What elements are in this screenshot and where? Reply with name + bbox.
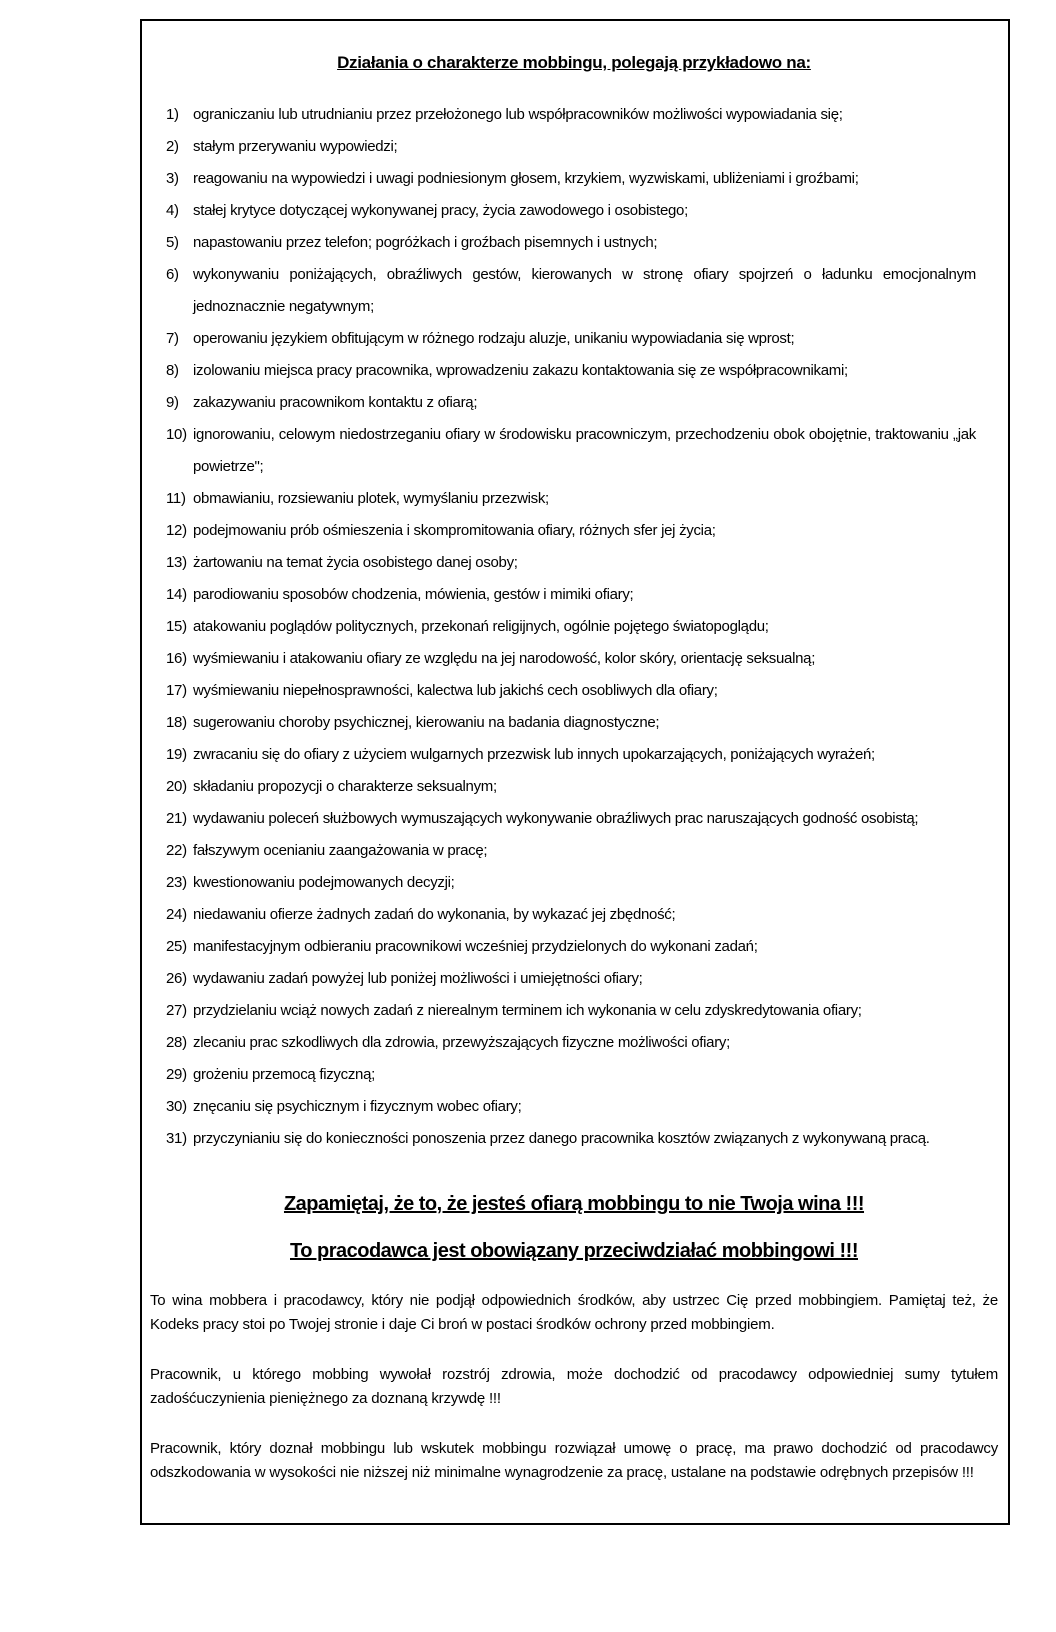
list-item	[166, 611, 976, 643]
list-item-text: podejmowaniu prób ośmieszenia i skompromitowania ofiary, różnych sfer jej życia;	[193, 522, 716, 539]
list-item-number: 28)	[166, 1034, 187, 1051]
emphasis-heading-employer-obligation: To pracodawca jest obowiązany przeciwdziałać mobbingowi !!!	[290, 1240, 858, 1262]
list-item-number: 18)	[166, 714, 187, 731]
list-item-number: 20)	[166, 778, 187, 795]
list-item-text: wyśmiewaniu i atakowaniu ofiary ze względu na jej narodowość, kolor skóry, orientację seksualną;	[193, 650, 816, 667]
list-item-text: operowaniu językiem obfitującym w różnego rodzaju aluzje, unikaniu wypowiadania się wprost;	[193, 330, 795, 347]
list-item-number: 14)	[166, 586, 187, 603]
list-item-text: przyczynianiu się do konieczności ponoszenia przez danego pracownika kosztów związanych z wykonywaną pracą.	[193, 1130, 930, 1147]
list-item	[166, 227, 976, 259]
list-item	[166, 771, 976, 803]
list-item-number: 21)	[166, 810, 187, 827]
list-item-text: niedawaniu ofierze żadnych zadań do wykonania, by wykazać jej zbędność;	[193, 906, 676, 923]
list-item-text: ignorowaniu, celowym niedostrzeganiu ofiary w środowisku pracowniczym, przechodzeniu obok obojętnie, traktowaniu „jak powietrze";	[193, 426, 976, 475]
list-item	[166, 963, 976, 995]
list-item-text: obmawianiu, rozsiewaniu plotek, wymyślaniu przezwisk;	[193, 490, 549, 507]
list-item-text: wyśmiewaniu niepełnosprawności, kalectwa lub jakichś cech osobliwych dla ofiary;	[193, 682, 718, 699]
list-item	[166, 643, 976, 675]
list-item-text: stałym przerywaniu wypowiedzi;	[193, 138, 398, 155]
list-item-number: 16)	[166, 650, 187, 667]
emphasis-heading-victim-not-your-fault: Zapamiętaj, że to, że jesteś ofiarą mobbingu to nie Twoja wina !!!	[283, 1193, 865, 1215]
list-item-number: 3)	[166, 170, 179, 187]
list-item	[166, 1123, 976, 1155]
list-item	[166, 803, 976, 835]
list-item-text: parodiowaniu sposobów chodzenia, mówienia, gestów i mimiki ofiary;	[193, 586, 634, 603]
list-item	[166, 1059, 976, 1091]
list-item	[166, 355, 976, 387]
mobbing-actions-list	[166, 99, 976, 1155]
list-item	[166, 547, 976, 579]
list-item	[166, 259, 976, 323]
list-item-text: grożeniu przemocą fizyczną;	[193, 1066, 375, 1083]
document-title: Działania o charakterze mobbingu, polegają przykładowo na:	[337, 53, 811, 72]
paragraph-mobber-and-employer-fault: To wina mobbera i pracodawcy, który nie podjął odpowiednich środków, aby ustrzec Cię przed mobbingiem. Pamiętaj też, że Kodeks pracy stoi po Twojej stronie i daje Ci broń w postaci środków ochrony przed mobbingiem.	[150, 1292, 998, 1333]
list-item	[166, 163, 976, 195]
list-item-text: zlecaniu prac szkodliwych dla zdrowia, przewyższających fizyczne możliwości ofiary;	[193, 1034, 730, 1051]
list-item	[166, 515, 976, 547]
list-item-text: przydzielaniu wciąż nowych zadań z nierealnym terminem ich wykonania w celu zdyskredytowania ofiary;	[193, 1002, 862, 1019]
list-item-text: kwestionowaniu podejmowanych decyzji;	[193, 874, 455, 891]
list-item	[166, 99, 976, 131]
list-item	[166, 739, 976, 771]
list-item	[166, 675, 976, 707]
list-item-number: 7)	[166, 330, 179, 347]
list-item-number: 12)	[166, 522, 187, 539]
list-item-text: zakazywaniu pracownikom kontaktu z ofiarą;	[193, 394, 478, 411]
list-item-number: 29)	[166, 1066, 187, 1083]
list-item-number: 30)	[166, 1098, 187, 1115]
list-item	[166, 195, 976, 227]
paragraph-health-compensation: Pracownik, u którego mobbing wywołał rozstrój zdrowia, może dochodzić od pracodawcy odpowiedniej sumy tytułem zadośćuczynienia pieniężnego za doznaną krzywdę !!!	[150, 1366, 998, 1407]
list-item-text: ograniczaniu lub utrudnianiu przez przełożonego lub współpracowników możliwości wypowiadania się;	[193, 106, 843, 123]
list-item	[166, 899, 976, 931]
list-item-number: 26)	[166, 970, 187, 987]
list-item-text: manifestacyjnym odbieraniu pracownikowi wcześniej przydzielonych do wykonani zadań;	[193, 938, 758, 955]
list-item	[166, 707, 976, 739]
list-item-number: 25)	[166, 938, 187, 955]
list-item-text: zwracaniu się do ofiary z użyciem wulgarnych przezwisk lub innych upokarzających, poniżających wyrażeń;	[193, 746, 875, 763]
list-item	[166, 1091, 976, 1123]
list-item-number: 9)	[166, 394, 179, 411]
list-item-text: znęcaniu się psychicznym i fizycznym wobec ofiary;	[193, 1098, 522, 1115]
list-item	[166, 419, 976, 483]
list-item-number: 19)	[166, 746, 187, 763]
list-item-number: 1)	[166, 106, 179, 123]
list-item	[166, 387, 976, 419]
list-item-number: 11)	[166, 490, 186, 507]
list-item-number: 8)	[166, 362, 179, 379]
paragraph-contract-termination-damages: Pracownik, który doznał mobbingu lub wskutek mobbingu rozwiązał umowę o pracę, ma prawo dochodzić od pracodawcy odszkodowania w wysokości nie niższej niż minimalne wynagrodzenie za pracę, ustalane na podstawie odrębnych przepisów !!!	[150, 1440, 998, 1481]
list-item	[166, 483, 976, 515]
list-item	[166, 835, 976, 867]
list-item-number: 22)	[166, 842, 187, 859]
list-item-text: izolowaniu miejsca pracy pracownika, wprowadzeniu zakazu kontaktowania się ze współpracownikami;	[193, 362, 848, 379]
list-item	[166, 995, 976, 1027]
list-item-text: składaniu propozycji o charakterze seksualnym;	[193, 778, 497, 795]
list-item-number: 31)	[166, 1130, 187, 1147]
list-item-number: 4)	[166, 202, 179, 219]
list-item-number: 13)	[166, 554, 187, 571]
document-border-frame	[140, 19, 1010, 1525]
list-item-text: wydawaniu poleceń służbowych wymuszających wykonywanie obraźliwych prac naruszających godność osobistą;	[193, 810, 919, 827]
list-item-text: sugerowaniu choroby psychicznej, kierowaniu na badania diagnostyczne;	[193, 714, 660, 731]
list-item-number: 5)	[166, 234, 179, 251]
list-item-text: wykonywaniu poniżających, obraźliwych gestów, kierowanych w stronę ofiary spojrzeń o ładunku emocjonalnym jednoznacznie negatywnym;	[193, 266, 976, 315]
list-item	[166, 131, 976, 163]
list-item-text: atakowaniu poglądów politycznych, przekonań religijnych, ogólnie pojętego światopoglądu;	[193, 618, 769, 635]
list-item-text: reagowaniu na wypowiedzi i uwagi podniesionym głosem, krzykiem, wyzwiskami, ubliżeniami i groźbami;	[193, 170, 859, 187]
list-item-number: 6)	[166, 266, 179, 283]
list-item	[166, 1027, 976, 1059]
list-item	[166, 931, 976, 963]
list-item-text: fałszywym ocenianiu zaangażowania w pracę;	[193, 842, 488, 859]
list-item-number: 2)	[166, 138, 179, 155]
list-item-text: żartowaniu na temat życia osobistego danej osoby;	[193, 554, 518, 571]
list-item-number: 15)	[166, 618, 187, 635]
list-item-number: 10)	[166, 426, 187, 443]
list-item	[166, 867, 976, 899]
list-item-number: 17)	[166, 682, 187, 699]
list-item-text: stałej krytyce dotyczącej wykonywanej pracy, życia zawodowego i osobistego;	[193, 202, 688, 219]
list-item-number: 23)	[166, 874, 187, 891]
list-item	[166, 323, 976, 355]
list-item-text: wydawaniu zadań powyżej lub poniżej możliwości i umiejętności ofiary;	[193, 970, 643, 987]
list-item	[166, 579, 976, 611]
list-item-number: 27)	[166, 1002, 187, 1019]
list-item-number: 24)	[166, 906, 187, 923]
list-item-text: napastowaniu przez telefon; pogróżkach i groźbach pisemnych i ustnych;	[193, 234, 658, 251]
